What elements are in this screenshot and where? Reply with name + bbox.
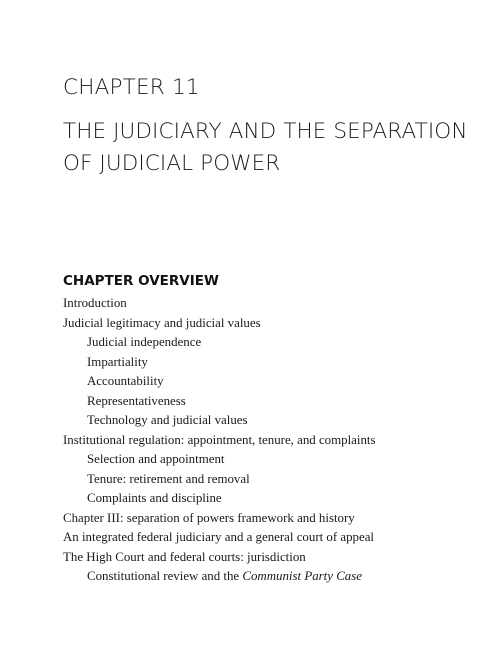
toc-subitem: Selection and appointment [87,452,225,466]
toc-item: The High Court and federal courts: jurisdiction [63,549,306,564]
toc-subitem: Complaints and discipline [87,491,222,505]
chapter-title-line-2: OF JUDICIAL POWER [63,151,281,176]
chapter-title [63,116,483,180]
toc-subitem: Tenure: retirement and removal [87,471,250,486]
chapter-overview-heading: CHAPTER OVERVIEW [63,273,219,289]
toc-subitem: Accountability [87,374,164,388]
case-name-italic: Communist Party Case [242,569,362,583]
toc-item: Chapter III: separation of powers framework and history [63,510,355,525]
toc-subitem: Constitutional review and the Communist Party Case [87,569,362,583]
toc-item: Institutional regulation: appointment, tenure, and complaints [63,432,376,447]
toc-subitem: Technology and judicial values [87,413,248,427]
chapter-title-line-1: THE JUDICIARY AND THE SEPARATION [63,119,468,144]
chapter-number: CHAPTER 11 [63,75,200,100]
toc-item: Judicial legitimacy and judicial values [63,315,261,330]
toc-item: An integrated federal judiciary and a general court of appeal [63,530,375,544]
toc-item: Introduction [63,296,127,310]
toc-subitem: Impartiality [87,354,148,369]
toc-subitem: Representativeness [87,393,186,408]
chapter-overview-list [63,294,376,587]
toc-subitem: Judicial independence [87,335,202,349]
